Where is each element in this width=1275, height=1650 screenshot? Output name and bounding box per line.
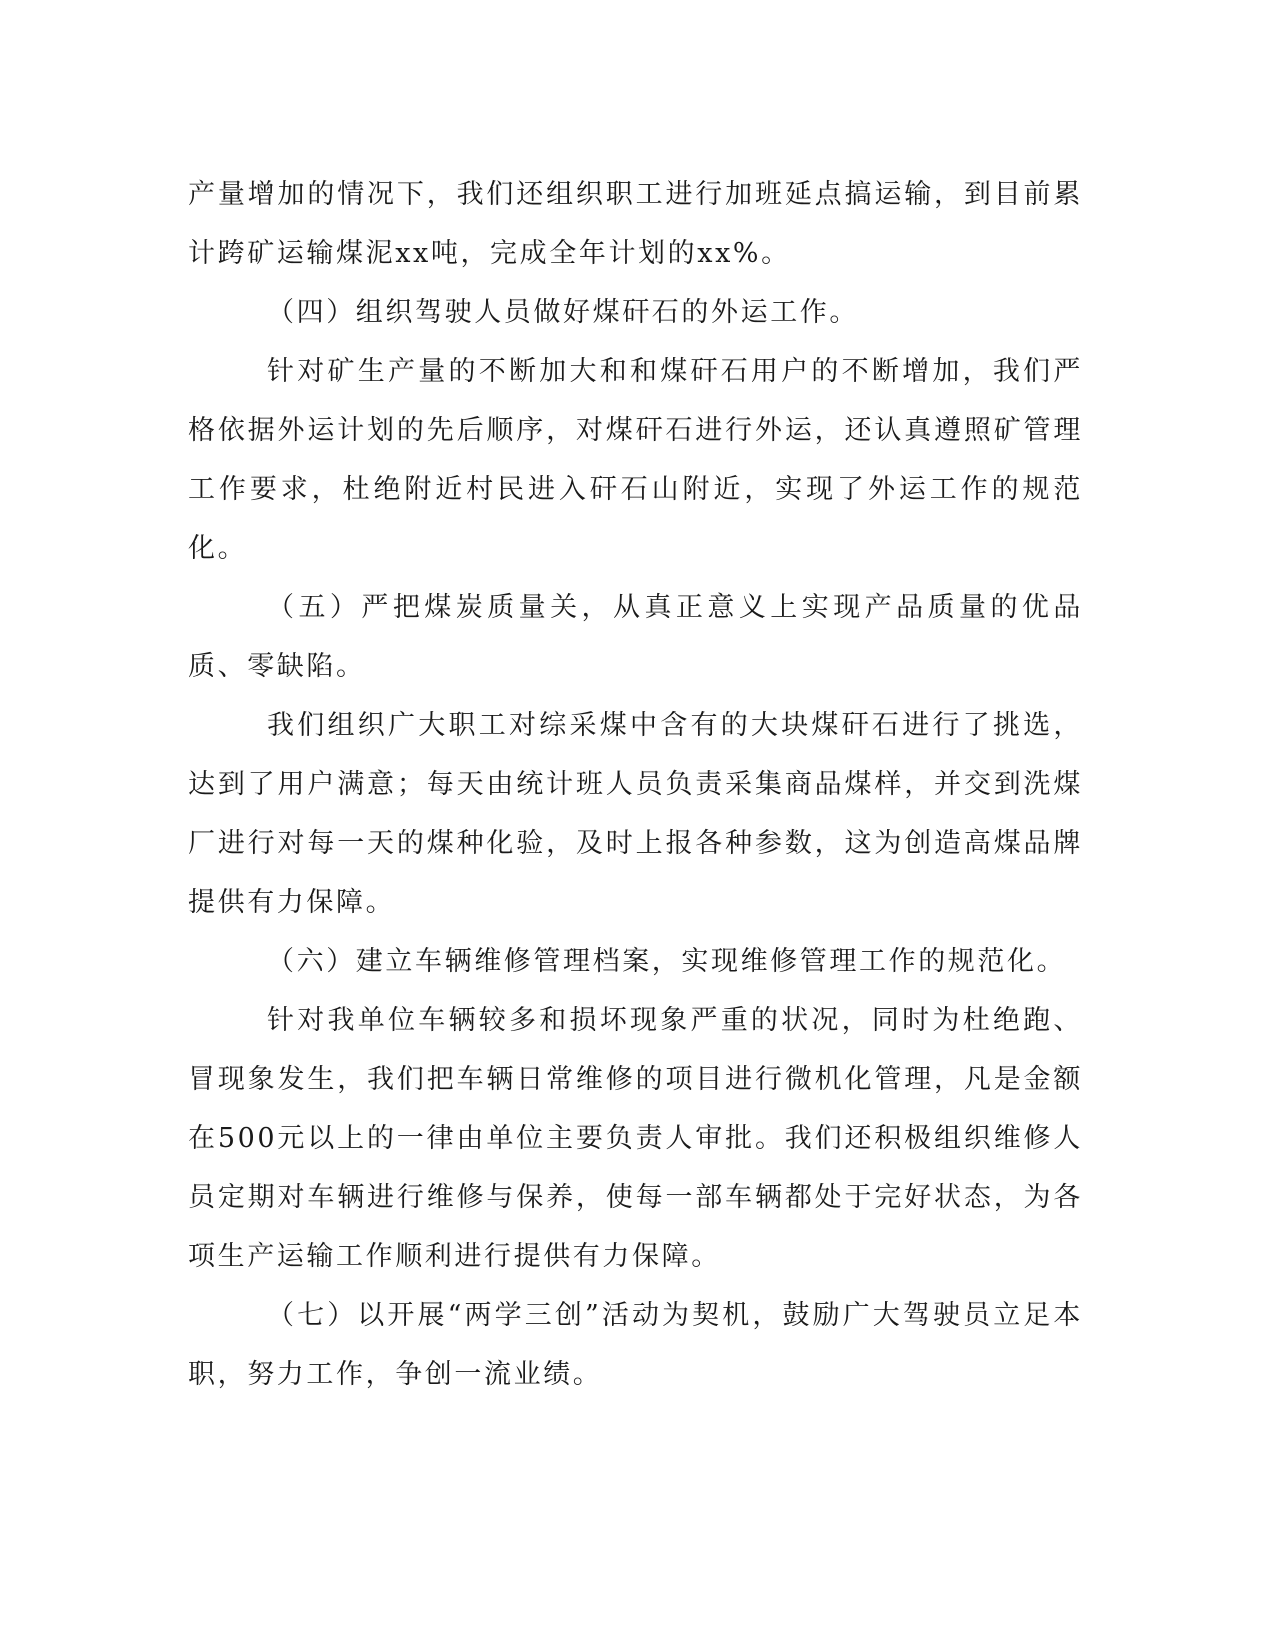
paragraph-coal-quality: 我们组织广大职工对综采煤中含有的大块煤矸石进行了挑选，达到了用户满意；每天由统计班人员负责采集商品煤样，并交到洗煤厂进行对每一天的煤种化验，及时上报各种参数，这为创造高煤品牌提供有力保障。 bbox=[188, 710, 1083, 918]
heading-vehicle-maintenance: （六）建立车辆维修管理档案，实现维修管理工作的规范化。 bbox=[267, 946, 1067, 977]
paragraph-gangue-transport: 针对矿生产量的不断加大和和煤矸石用户的不断增加，我们严格依据外运计划的先后顺序，对煤矸石进行外运，还认真遵照矿管理工作要求，杜绝附近村民进入矸石山附近，实现了外运工作的规范化。 bbox=[188, 356, 1083, 564]
document-body bbox=[188, 165, 1083, 1404]
paragraph-vehicle-maintenance: 针对我单位车辆较多和损坏现象严重的状况，同时为杜绝跑、冒现象发生，我们把车辆日常维修的项目进行微机化管理，凡是金额在500元以上的一律由单位主要负责人审批。我们还积极组织维修人员定期对车辆进行维修与保养，使每一部车辆都处于完好状态，为各项生产运输工作顺利进行提供有力保障。 bbox=[188, 1005, 1083, 1272]
heading-gangue-transport: （四）组织驾驶人员做好煤矸石的外运工作。 bbox=[267, 297, 859, 328]
heading-two-learn-three-create: （七）以开展“两学三创”活动为契机，鼓励广大驾驶员立足本职，努力工作，争创一流业绩。 bbox=[188, 1300, 1083, 1390]
paragraph-coal-mud-transport: 产量增加的情况下，我们还组织职工进行加班延点搞运输，到目前累计跨矿运输煤泥xx吨，完成全年计划的xx%。 bbox=[188, 179, 1083, 269]
heading-coal-quality: （五）严把煤炭质量关，从真正意义上实现产品质量的优品质、零缺陷。 bbox=[188, 592, 1083, 682]
